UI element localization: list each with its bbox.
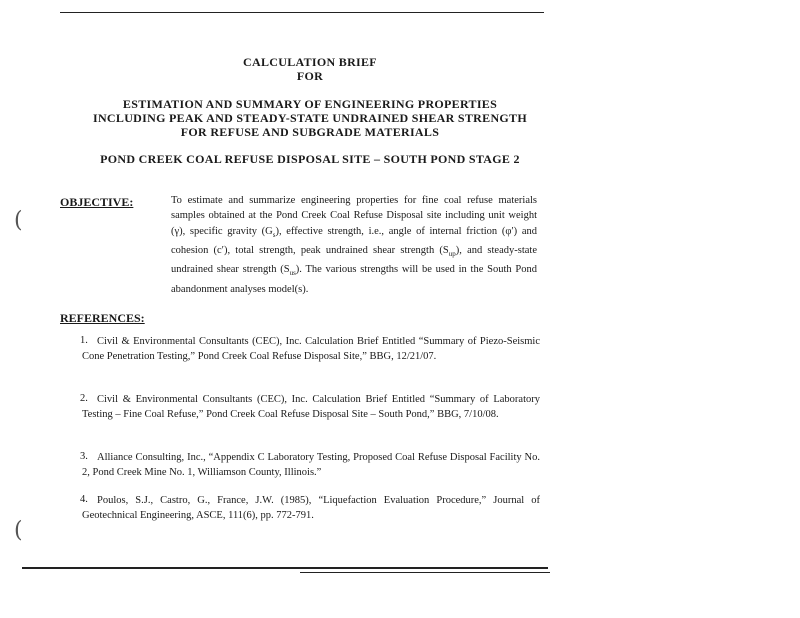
- reference-number: 3.: [80, 451, 88, 462]
- reference-number: 4.: [80, 494, 88, 505]
- objective-text: To estimate and summarize engineering properties for fine coal refuse materials samples obtained at the Pond Creek Coal Refuse Disposal site including unit weight (γ), specific gravity $(G_s)$, effective strength, i.e., angle of internal friction (φ′) and cohesion (c′), total strength, peak undrained shear strength $(S_{up})$, and steady-state undrained shear strength $(S_{us})$. The various strengths will be used in the South Pond abandonment analyses model(s).: [171, 195, 537, 295]
- reference-number: 2.: [80, 393, 88, 404]
- reference-item: Civil & Environmental Consultants (CEC), Inc. Calculation Brief Entitled “Summary of Laboratory Testing – Fine Coal Refuse,” Pond Creek Coal Refuse Disposal Site – South Pond,” BBG, 7/10/08.: [82, 394, 540, 420]
- punch-hole-mark-icon: (: [14, 518, 23, 543]
- bottom-rule: [22, 567, 548, 569]
- site-title: POND CREEK COAL REFUSE DISPOSAL SITE – SOUTH POND STAGE 2: [100, 152, 520, 166]
- title-line-3: ESTIMATION AND SUMMARY OF ENGINEERING PROPERTIES: [122, 97, 498, 111]
- title-line-4: INCLUDING PEAK AND STEADY-STATE UNDRAINED SHEAR STRENGTH: [93, 111, 527, 125]
- bottom-rule-secondary: [300, 572, 550, 573]
- reference-item: Civil & Environmental Consultants (CEC), Inc. Calculation Brief Entitled “Summary of Piezo-Seismic Cone Penetration Testing,” Pond Creek Coal Refuse Disposal Site,” BBG, 12/21/07.: [82, 336, 540, 362]
- title-line-2: FOR: [296, 69, 324, 83]
- references-label: REFERENCES:: [60, 311, 145, 325]
- title-line-5: FOR REFUSE AND SUBGRADE MATERIALS: [180, 125, 440, 139]
- top-rule: [60, 12, 544, 13]
- reference-item: Alliance Consulting, Inc., “Appendix C Laboratory Testing, Proposed Coal Refuse Disposal Facility No. 2, Pond Creek Mine No. 1, Williamson County, Illinois.”: [82, 452, 540, 478]
- title-line-1: CALCULATION BRIEF: [243, 55, 377, 69]
- reference-number: 1.: [80, 335, 88, 346]
- objective-label: OBJECTIVE:: [60, 195, 134, 209]
- punch-hole-mark-icon: (: [14, 208, 23, 233]
- reference-item: Poulos, S.J., Castro, G., France, J.W. (1985), “Liquefaction Evaluation Procedure,” Journal of Geotechnical Engineering, ASCE, 111(6), pp. 772-791.: [82, 495, 540, 521]
